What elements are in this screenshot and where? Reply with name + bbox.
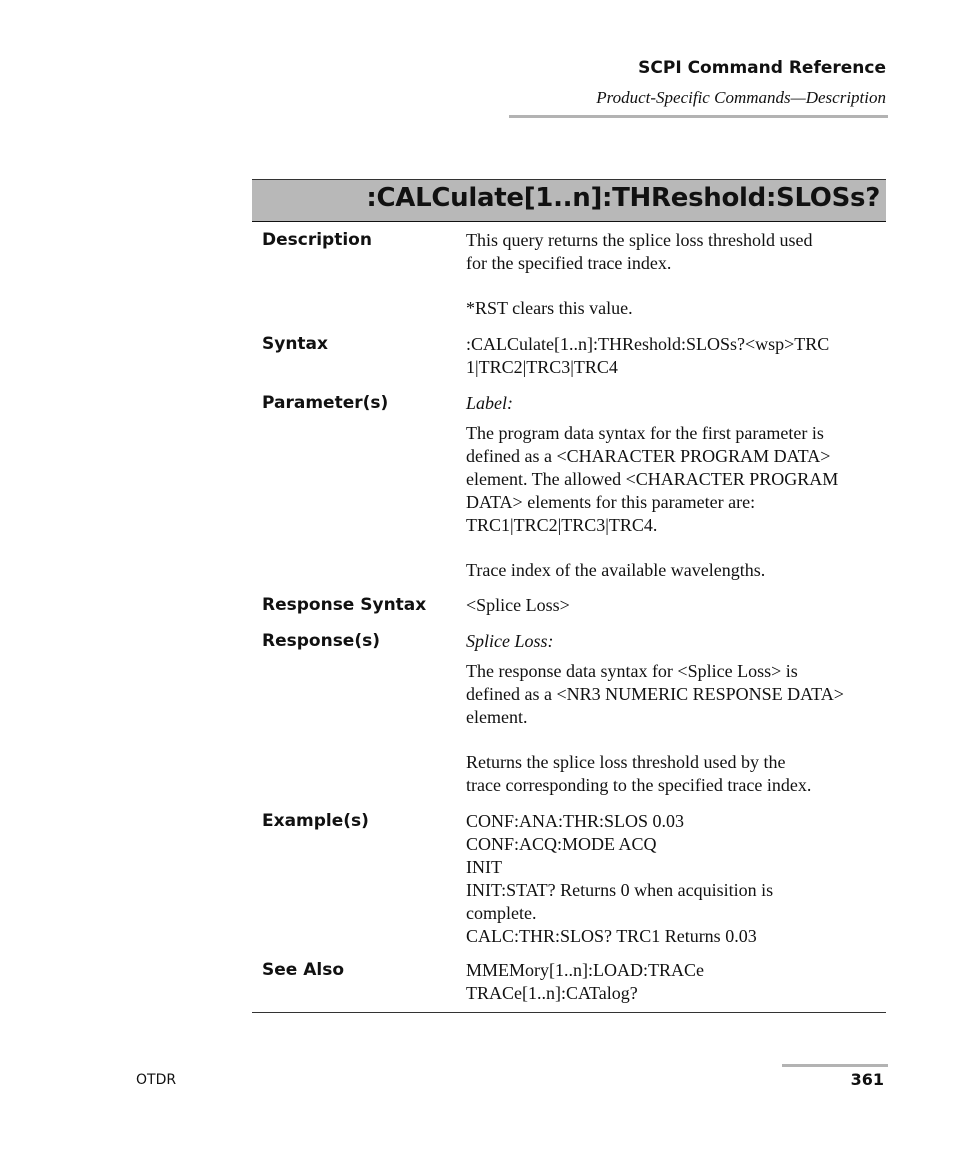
response-line: element. [466,707,528,727]
syntax-line: 1|TRC2|TRC3|TRC4 [466,357,618,377]
responses-body [466,630,886,797]
command-title-bar [252,179,886,222]
response-extra-line: trace corresponding to the specified trace index. [466,775,812,795]
description-label: Description [262,230,372,250]
response-syntax-body [466,594,886,617]
parameter-line: TRC1|TRC2|TRC3|TRC4. [466,515,658,535]
parameter-line: The program data syntax for the first parameter is [466,423,824,443]
response-extra-line: Returns the splice loss threshold used by the [466,752,786,772]
parameter-line: DATA> elements for this parameter are: [466,492,756,512]
example-line: complete. [466,903,537,923]
page-number: 361 [850,1070,884,1089]
example-line: INIT:STAT? Returns 0 when acquisition is [466,880,774,900]
command-title: :CALCulate[1..n]:THReshold:SLOSs? [366,183,880,213]
see-also-body [466,959,886,1005]
running-header-subtitle: Product-Specific Commands—Description [596,88,886,107]
running-header-title: SCPI Command Reference [638,58,886,78]
parameter-line: element. The allowed <CHARACTER PROGRAM [466,469,839,489]
description-line: for the specified trace index. [466,253,672,273]
syntax-line: :CALCulate[1..n]:THReshold:SLOSs?<wsp>TRC [466,334,830,354]
example-line: CALC:THR:SLOS? TRC1 Returns 0.03 [466,926,757,946]
syntax-label: Syntax [262,334,328,354]
parameter-line: defined as a <CHARACTER PROGRAM DATA> [466,446,831,466]
syntax-body [466,333,886,379]
responses-label: Response(s) [262,631,380,651]
parameter-name: Label: [466,393,513,413]
examples-body [466,810,886,948]
response-syntax-label: Response Syntax [262,595,427,615]
table-bottom-rule [252,1012,886,1013]
response-line: The response data syntax for <Splice Loss> is [466,661,798,681]
description-line: This query returns the splice loss threshold used [466,230,813,250]
examples-label: Example(s) [262,811,369,831]
parameters-body [466,392,886,582]
description-body [466,229,886,320]
parameters-label: Parameter(s) [262,393,389,413]
response-name: Splice Loss: [466,631,554,651]
footer-rule [782,1064,888,1067]
parameter-extra: Trace index of the available wavelengths. [466,560,766,580]
see-also-label: See Also [262,960,345,980]
example-line: CONF:ACQ:MODE ACQ [466,834,657,854]
example-line: CONF:ANA:THR:SLOS 0.03 [466,811,685,831]
description-note: *RST clears this value. [466,298,633,318]
header-rule [509,115,888,118]
response-line: defined as a <NR3 NUMERIC RESPONSE DATA> [466,684,844,704]
example-line: INIT [466,857,502,877]
see-also-link[interactable]: MMEMory[1..n]:LOAD:TRACe [466,960,704,980]
see-also-link[interactable]: TRACe[1..n]:CATalog? [466,983,638,1003]
response-syntax-value: <Splice Loss> [466,595,570,615]
footer-product: OTDR [136,1072,177,1088]
